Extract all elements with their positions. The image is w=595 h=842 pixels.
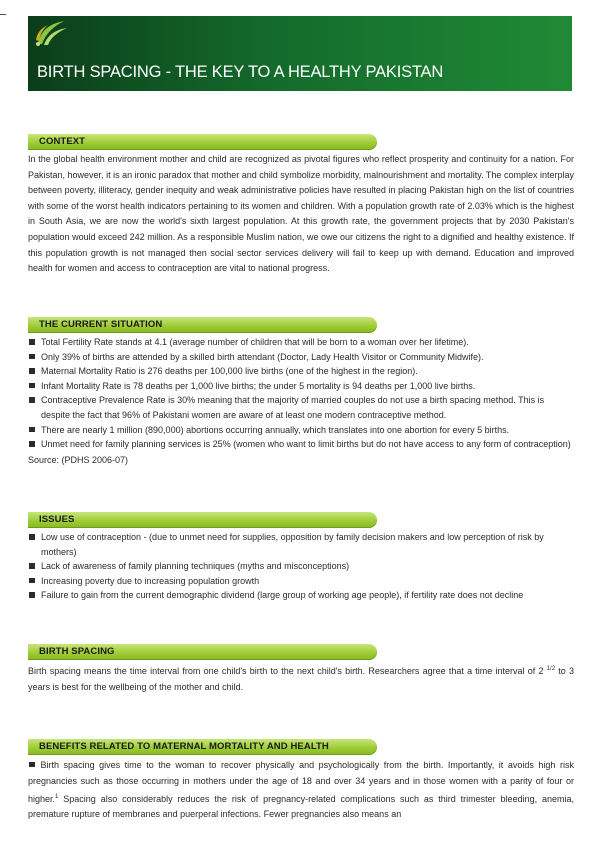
list-item — [28, 574, 574, 589]
list-item-text: Increasing poverty due to increasing population growth — [41, 575, 260, 586]
list-item-text: Maternal Mortality Ratio is 276 deaths per 100,000 live births (one of the highest in the region). — [41, 366, 418, 377]
section-heading-bar — [28, 134, 377, 150]
paragraph-text: Spacing also considerably reduces the risk of pregnancy-related complications such as third trimester bleeding, anemia, premature rupture of membranes and puerperal infections. Fewer pregnancies also means an — [28, 793, 574, 820]
bullet-square-icon — [29, 397, 35, 403]
bullet-square-icon — [29, 578, 35, 584]
list-item — [28, 559, 574, 574]
list-item-text: Contraceptive Prevalence Rate is 30% meaning that the majority of married couples do not use a birth spacing method. This is despite the fact that 96% of Pakistani women are aware of at least one modern contraceptive method. — [41, 395, 545, 420]
section-heading-bar — [28, 512, 377, 528]
list-item-text: Unmet need for family planning services is 25% (women who want to limit births but do not have access to any form of contraception) — [41, 439, 571, 450]
issues-section — [28, 512, 574, 603]
list-item-text: Low use of contraception - (due to unmet need for supplies, opposition by family decision makers and low perception of risk by mothers) — [41, 532, 544, 557]
bullet-square-icon — [29, 441, 35, 447]
paragraph-text: Birth spacing gives time to the woman to recover physically and psychologically from the birth. Importantly, it avoids high risk pregnancies such as those occurring in mothers under the age of 18 and over 34 years and in those women with a parity of four or higher. — [28, 760, 574, 804]
list-item-text: Failure to gain from the current demographic dividend (large group of working age people), if fertility rate does not decline — [41, 590, 524, 601]
list-item — [28, 350, 574, 365]
bullet-square-icon — [29, 592, 35, 598]
bullet-square-icon — [29, 762, 35, 768]
context-paragraph: In the global health environment mother and child are recognized as pivotal figures who reflect prosperity and continuity for a nation. For Pakistan, however, it is an ironic paradox that mother and child symbolize morbidity, malnourishment and mortality. The complex interplay between poverty, illiteracy, gender inequity and weak administrative policies have resulted in placing Pakistan high on the list of countries with some of the worst health indicators pertaining to its women and children. With a population growth rate of 2.03% which is the highest in South Asia, we are now the world's sixth largest population. At this growth rate, the government projects that by 2030 Pakistan's population would exceed 242 million. As a responsible Muslim nation, we owe our citizens the right to a dignified and healthy existence. If this population growth is not managed then social sector services delivery will fail to keep up with demand. Education and improved health for women and access to contraception are vital to national progress. — [28, 154, 574, 274]
section-heading: THE CURRENT SITUATION — [39, 319, 163, 330]
section-heading-bar — [28, 644, 377, 660]
section-heading: CONTEXT — [39, 136, 86, 147]
list-item — [28, 379, 574, 394]
corner-crop-mark — [0, 14, 6, 15]
bullet-square-icon — [29, 368, 35, 374]
list-item-text: There are nearly 1 million (890,000) abortions occurring annually, which translates into one abortion for every 5 births. — [41, 424, 510, 435]
bullet-square-icon — [29, 383, 35, 389]
bullet-square-icon — [29, 427, 35, 433]
bullet-square-icon — [29, 563, 35, 569]
benefits-section — [28, 739, 574, 823]
list-item — [28, 437, 574, 452]
list-item — [28, 588, 574, 603]
leaf-logo-icon — [34, 18, 70, 48]
list-item — [28, 335, 574, 350]
page-title: BIRTH SPACING - THE KEY TO A HEALTHY PAKISTAN — [37, 63, 444, 81]
list-item-text: Lack of awareness of family planning techniques (myths and misconceptions) — [41, 561, 350, 572]
issues-list — [28, 530, 574, 603]
section-heading-bar — [28, 739, 377, 755]
list-item — [28, 364, 574, 379]
bullet-square-icon — [29, 354, 35, 360]
footnote-reference: 1 — [55, 793, 59, 800]
birth-spacing-section — [28, 644, 574, 695]
section-heading-bar — [28, 317, 377, 333]
current-situation-section — [28, 317, 574, 467]
source-note: Source: (PDHS 2006-07) — [28, 454, 129, 465]
section-heading: BIRTH SPACING — [39, 646, 115, 657]
section-heading: ISSUES — [39, 514, 75, 525]
list-item-text: Only 39% of births are attended by a skilled birth attendant (Doctor, Lady Health Visitor or Community Midwife). — [41, 351, 484, 362]
context-section — [28, 134, 574, 277]
list-item-text: Infant Mortality Rate is 78 deaths per 1,000 live births; the under 5 mortality is 94 deaths per 1,000 live births. — [41, 380, 476, 391]
list-item-text: Total Fertility Rate stands at 4.1 (average number of children that will be born to a woman over her lifetime). — [41, 337, 469, 347]
header-banner — [28, 16, 572, 91]
list-item — [28, 423, 574, 438]
paragraph-text: to 3 years is best for the wellbeing of the mother and child. — [28, 666, 574, 692]
section-heading: BENEFITS RELATED TO MATERNAL MORTALITY AND HEALTH — [39, 741, 329, 752]
benefits-paragraph — [28, 758, 574, 823]
paragraph-text: Birth spacing means the time interval from one child's birth to the next child's birth. Researchers agree that a time interval of 2 — [28, 666, 547, 676]
birth-spacing-paragraph — [28, 662, 574, 695]
bullet-square-icon — [29, 339, 35, 345]
bullet-square-icon — [29, 534, 35, 540]
list-item — [28, 393, 574, 422]
list-item — [28, 530, 574, 559]
fraction-superscript: 1/2 — [546, 666, 556, 672]
situation-list — [28, 335, 574, 452]
